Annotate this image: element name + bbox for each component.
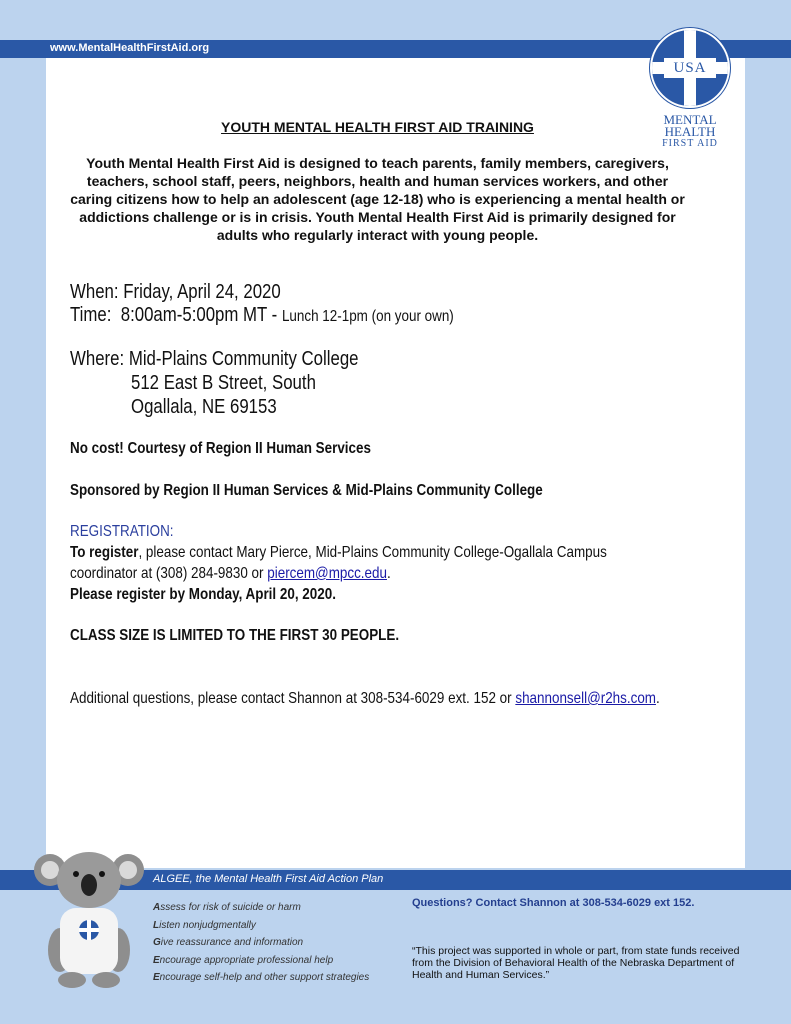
to-register-label: To register [70,544,139,561]
registration-text-1: , please contact Mary Pierce, Mid-Plains Community College-Ogallala Campus [138,544,607,561]
lunch-note: Lunch 12-1pm (on your own) [281,308,454,325]
event-where [70,348,413,371]
time-label: Time: [70,304,112,326]
additional-questions-row [70,690,772,708]
when-value: Friday, April 24, 2020 [123,281,281,303]
where-line-2-row [131,372,351,395]
where-line-1: Mid-Plains Community College [128,348,359,370]
registration-deadline: Please register by Monday, April 20, 2020. [70,586,336,603]
registration-text-2: coordinator at (308) 284-9830 or [70,565,264,582]
logo-line-2: HEALTH [664,124,716,139]
algee-item: Encourage appropriate professional help [153,954,334,966]
registration-heading: REGISTRATION: [70,523,174,540]
where-line-3: Ogallala, NE 69153 [131,396,277,418]
class-size-row [70,627,462,645]
registration-line-2 [70,565,452,583]
time-value: 8:00am-5:00pm MT - [120,304,278,326]
sponsor-text: Sponsored by Region II Human Services & Mid-Plains Community College [70,482,543,499]
logo-cross-icon [650,28,730,108]
when-label: When: [70,281,119,303]
site-url[interactable]: www.MentalHealthFirstAid.org [50,42,210,54]
additional-email-link[interactable]: shannonsell@r2hs.com [515,690,656,707]
registration-email-link[interactable]: piercem@mpcc.edu [267,565,387,582]
algee-list [153,899,369,987]
where-label: Where: [70,348,125,370]
funding-note: “This project was supported in whole or part, from state funds received from the Division of Behavioral Health of the Nebraska Department of Health and Human Services.” [412,945,740,981]
koala-mascot-icon [30,840,148,990]
registration-period: . [386,565,391,582]
logo-line-1: MENTAL [663,112,717,127]
event-time [70,304,527,327]
registration-deadline-row [70,586,387,604]
registration-line-1 [70,544,709,562]
class-size-notice: CLASS SIZE IS LIMITED TO THE FIRST 30 PEOPLE. [70,627,400,644]
algee-item: Assess for risk of suicide or harm [153,902,301,913]
additional-text: Additional questions, please contact Shannon at 308-534-6029 ext. 152 or [70,690,512,707]
algee-item: Encourage self-help and other support strategies [153,972,370,983]
where-line-2: 512 East B Street, South [131,372,316,394]
cost-line [70,440,428,458]
where-line-3-row [131,396,304,419]
footer-bar-title: ALGEE, the Mental Health First Aid Action Plan [153,873,384,885]
footer-questions: Questions? Contact Shannon at 308-534-6029 ext 152. [412,897,695,909]
algee-item: Listen nonjudgmentally [153,919,256,931]
intro-paragraph: Youth Mental Health First Aid is designed to teach parents, family members, caregivers, teachers, school staff, peers, neighbors, health and human services workers, and other caring citizens how to help an adolescent (age 12-18) who is experiencing a mental health or addictions challenge or is in crisis. Youth Mental Health First Aid is primarily designed for adults who regularly interact with young people. [70,155,685,243]
sponsor-line [70,482,633,500]
event-when [70,281,321,304]
registration-heading-row [70,523,193,541]
logo-country: USA [664,58,716,78]
cost-text: No cost! Courtesy of Region II Human Services [70,440,371,457]
page-title: YOUTH MENTAL HEALTH FIRST AID TRAINING [221,119,534,135]
algee-item: Give reassurance and information [153,937,304,948]
additional-period: . [655,690,660,707]
logo-line-3: FIRST AID [662,138,718,149]
